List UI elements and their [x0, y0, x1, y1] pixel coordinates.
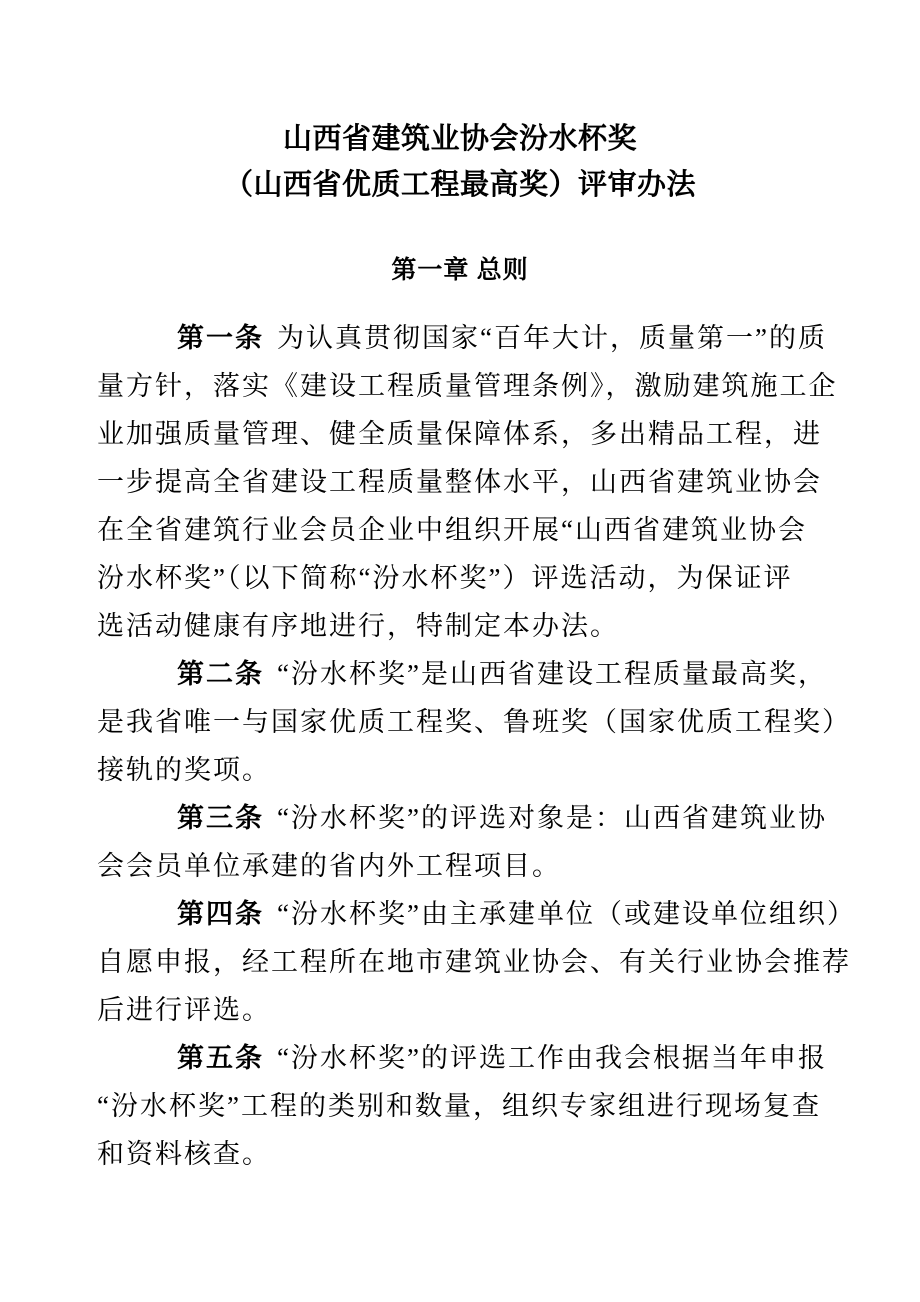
article-text: “汾水杯奖”工程的类别和数量，组织专家组进行现场复查	[97, 1091, 821, 1121]
article-line	[97, 602, 830, 650]
article-line	[97, 362, 838, 410]
article-line	[97, 410, 830, 458]
article-text: 业加强质量管理、健全质量保障体系，多出精品工程，进	[97, 419, 822, 449]
article-line	[97, 746, 830, 794]
article-text: 一步提高全省建设工程质量整体水平，山西省建筑业协会	[97, 467, 822, 497]
article-text: 会会员单位承建的省内外工程项目。	[97, 851, 561, 881]
article-text: “汾水杯奖”由主承建单位（或建设单位组织）	[277, 899, 856, 929]
article-line	[97, 890, 856, 938]
article-text: “汾水杯奖”的评选对象是：山西省建筑业协	[277, 803, 827, 833]
article-text: 选活动健康有序地进行，特制定本办法。	[97, 611, 619, 641]
article-label: 第四条	[177, 899, 264, 929]
article-line	[97, 314, 830, 362]
article-label: 第一条	[177, 323, 264, 353]
article-line	[97, 1034, 830, 1082]
article-line	[97, 458, 830, 506]
article-line	[97, 794, 830, 842]
article-text: 后进行评选。	[97, 995, 271, 1025]
article-text: 自愿申报，经工程所在地市建筑业协会、有关行业协会推荐	[97, 947, 851, 977]
title-line-1: 山西省建筑业协会汾水杯奖	[282, 123, 637, 155]
article-line	[97, 506, 830, 554]
document-body	[0, 314, 920, 1178]
title-line-2: （山西省优质工程最高奖）评审办法	[223, 169, 696, 201]
article-text: 为认真贯彻国家“百年大计，质量第一”的质	[277, 323, 827, 353]
article-text: 和资料核查。	[97, 1139, 271, 1169]
document-title	[0, 0, 920, 208]
article-text: 在全省建筑行业会员企业中组织开展“山西省建筑业协会	[97, 515, 807, 545]
article-line	[97, 938, 851, 986]
article-line	[97, 698, 851, 746]
article-line	[97, 1130, 830, 1178]
article-line	[97, 554, 830, 602]
article-line	[97, 1082, 830, 1130]
article-text: “汾水杯奖”是山西省建设工程质量最高奖，	[277, 659, 827, 689]
article-text: “汾水杯奖”的评选工作由我会根据当年申报	[277, 1043, 827, 1073]
article-text: 汾水杯奖”（以下简称“汾水杯奖”）评选活动，为保证评	[97, 563, 793, 593]
article-text: 是我省唯一与国家优质工程奖、鲁班奖（国家优质工程奖）	[97, 707, 851, 737]
chapter-heading: 第一章 总则	[391, 257, 529, 284]
article-text: 接轨的奖项。	[97, 755, 271, 785]
article-line	[97, 986, 830, 1034]
article-line	[97, 842, 830, 890]
article-label: 第五条	[177, 1043, 264, 1073]
article-line	[97, 650, 830, 698]
article-label: 第三条	[177, 803, 264, 833]
article-text: 量方针，落实《建设工程质量管理条例》，激励建筑施工企	[97, 371, 838, 401]
article-label: 第二条	[177, 659, 264, 689]
